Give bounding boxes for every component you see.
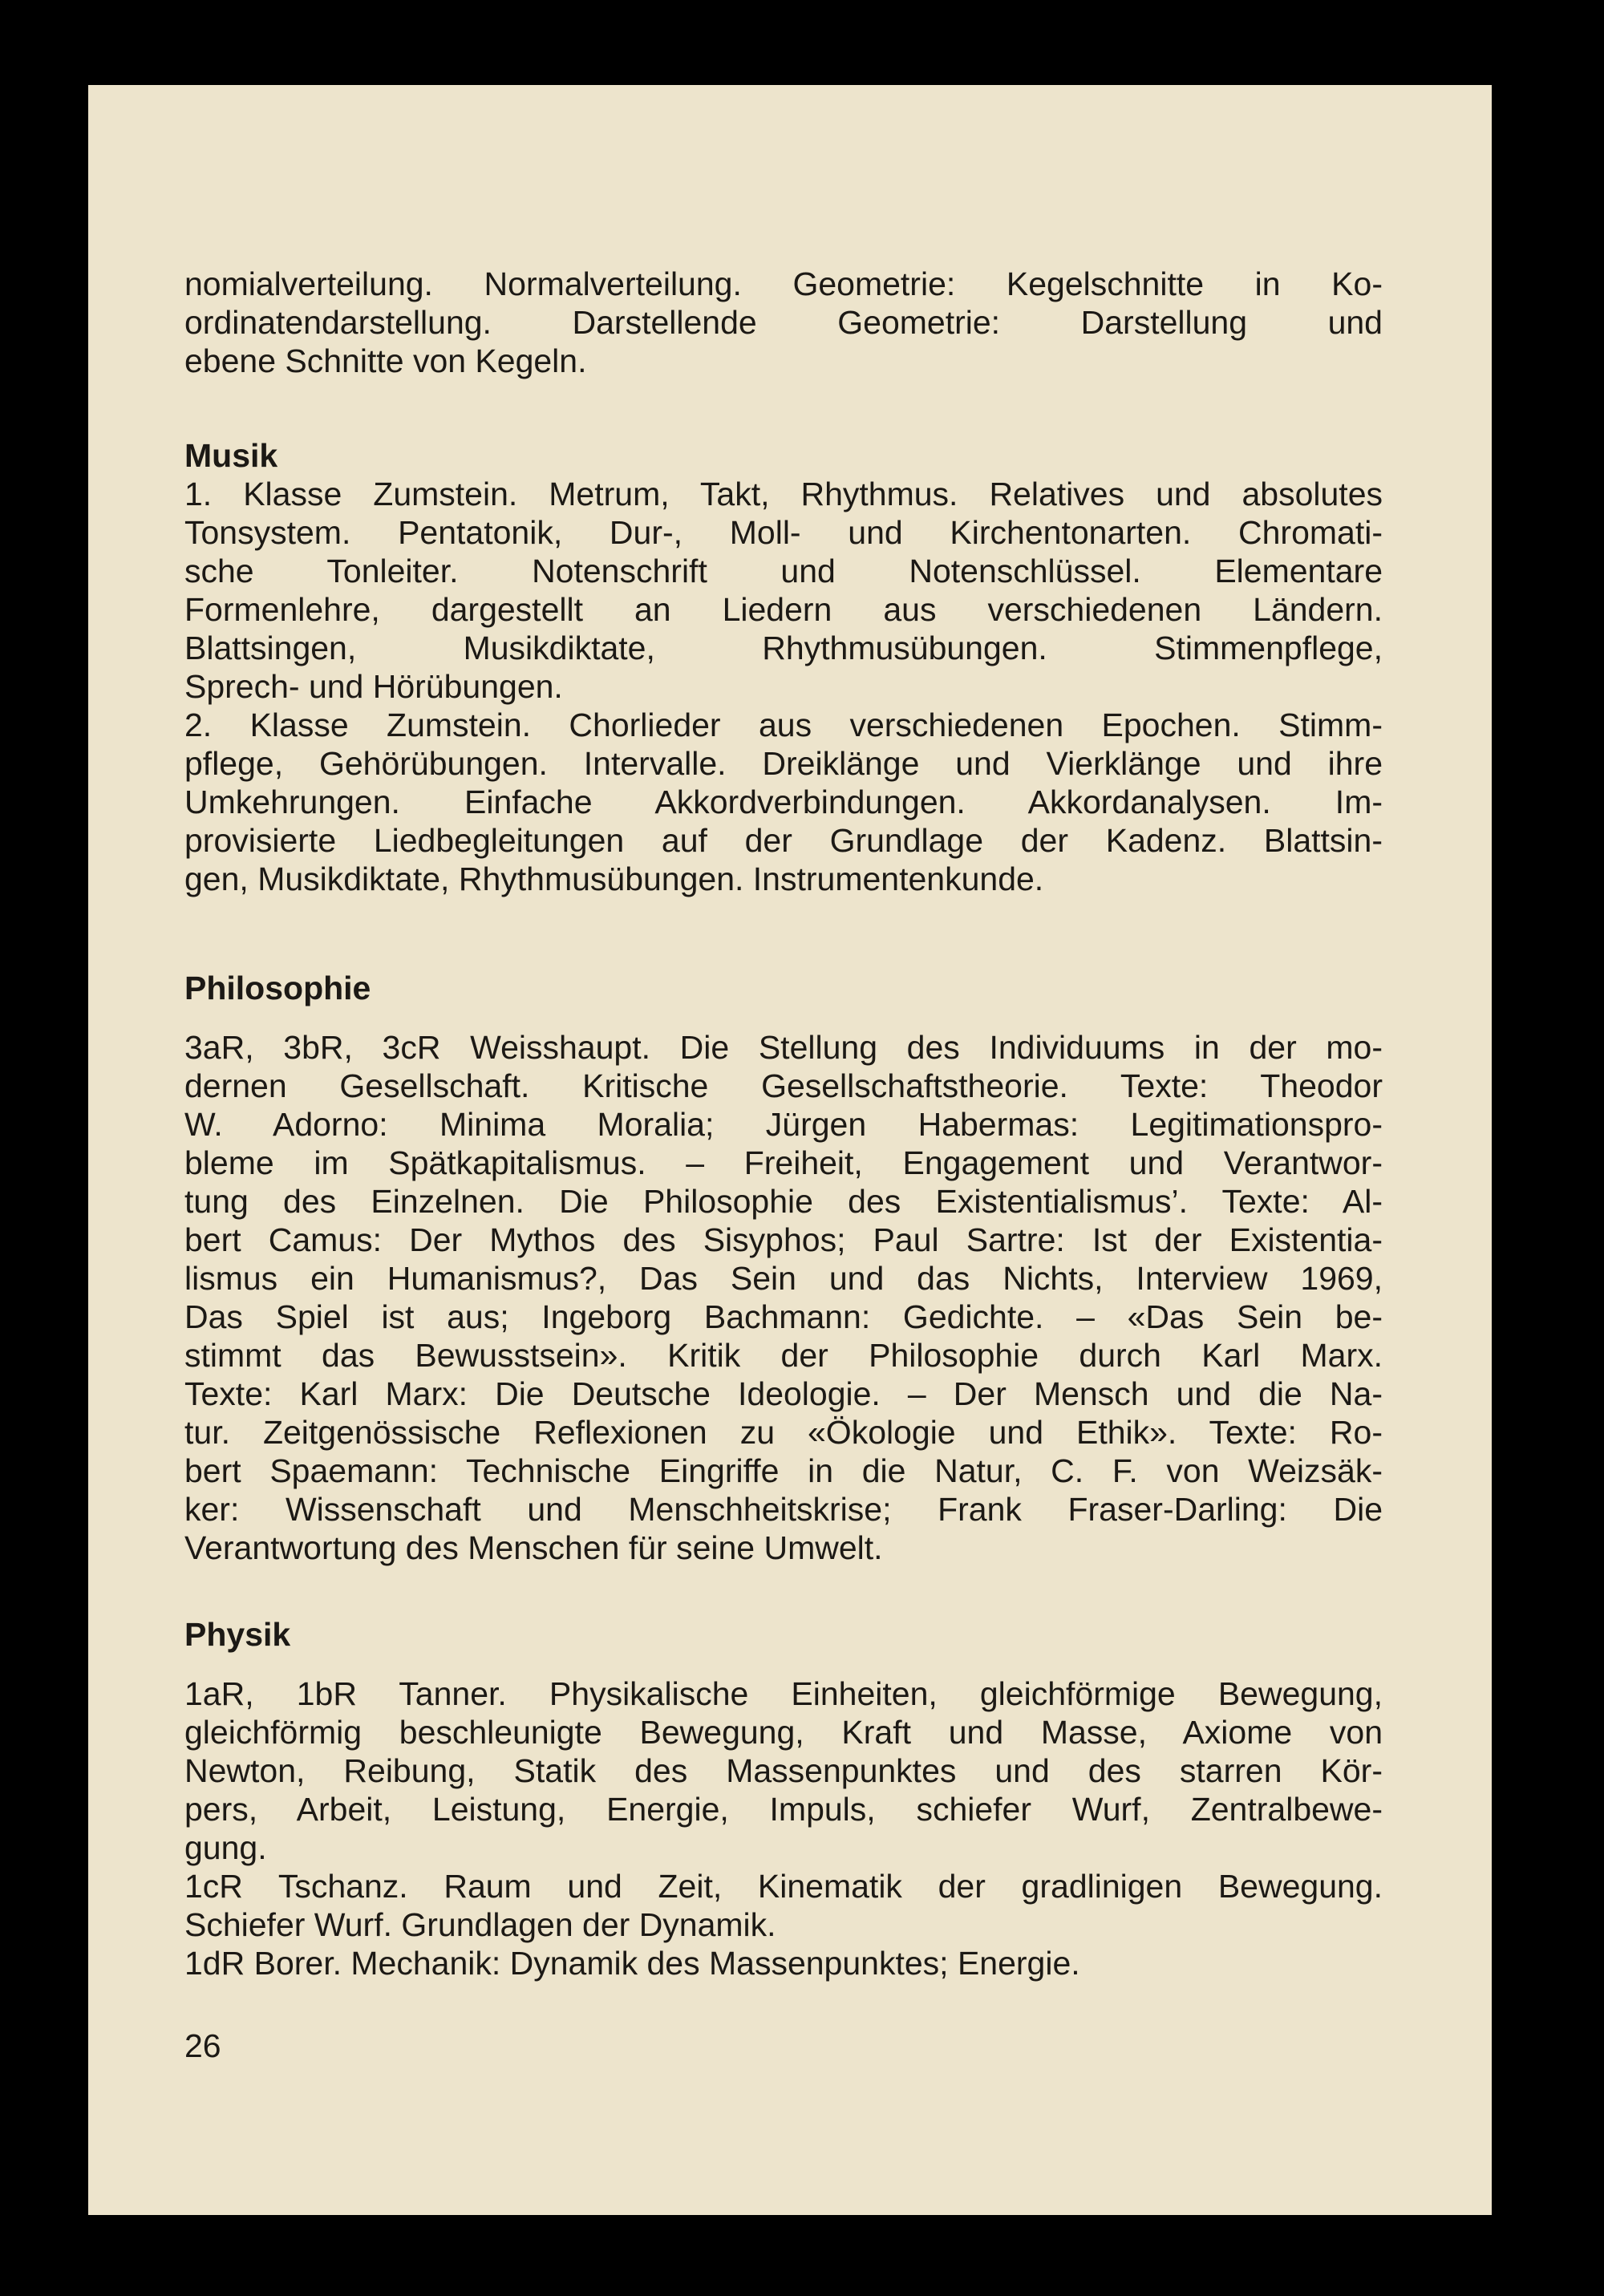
text-line: provisierte Liedbegleitungen auf der Grundlage der Kadenz. Blattsin-: [184, 822, 1383, 859]
text-line: pers, Arbeit, Leistung, Energie, Impuls, schiefer Wurf, Zentralbewe-: [184, 1791, 1383, 1828]
section-heading: Musik: [184, 437, 278, 474]
text-line: ker: Wissenschaft und Menschheitskrise; Frank Fraser-Darling: Die: [184, 1491, 1383, 1528]
text-line: pflege, Gehörübungen. Intervalle. Dreiklänge und Vierklänge und ihre: [184, 745, 1383, 782]
section-heading: Philosophie: [184, 970, 371, 1006]
text-line: 1aR, 1bR Tanner. Physikalische Einheiten, gleichförmige Bewegung,: [184, 1675, 1383, 1712]
text-line: Formenlehre, dargestellt an Liedern aus verschiedenen Ländern.: [184, 591, 1383, 628]
text-line: gung.: [184, 1829, 267, 1866]
intro-paragraph: [184, 265, 1383, 380]
section-physik: [184, 1615, 1383, 1982]
text-line: bert Camus: Der Mythos des Sisyphos; Paul Sartre: Ist der Existentia-: [184, 1221, 1383, 1258]
text-line: lismus ein Humanismus?, Das Sein und das Nichts, Interview 1969,: [184, 1260, 1383, 1297]
text-line: tung des Einzelnen. Die Philosophie des Existentialismus’. Texte: Al-: [184, 1183, 1383, 1220]
text-line: stimmt das Bewusstsein». Kritik der Philosophie durch Karl Marx.: [184, 1337, 1383, 1374]
section-musik: [184, 436, 1383, 898]
paragraph: [184, 706, 1383, 898]
text-line: bert Spaemann: Technische Eingriffe in die Natur, C. F. von Weizsäk-: [184, 1452, 1383, 1489]
paragraph: [184, 1867, 1383, 1944]
text-line: gleichförmig beschleunigte Bewegung, Kraft und Masse, Axiome von: [184, 1714, 1383, 1751]
paragraph: [184, 475, 1383, 706]
text-line: nomialverteilung. Normalverteilung. Geometrie: Kegelschnitte in Ko-: [184, 265, 1383, 302]
text-line: Schiefer Wurf. Grundlagen der Dynamik.: [184, 1906, 776, 1943]
text-line: ebene Schnitte von Kegeln.: [184, 342, 587, 379]
text-line: Das Spiel ist aus; Ingeborg Bachmann: Gedichte. – «Das Sein be-: [184, 1298, 1383, 1335]
text-line: 1. Klasse Zumstein. Metrum, Takt, Rhythmus. Relatives und absolutes: [184, 476, 1383, 512]
text-line: Blattsingen, Musikdiktate, Rhythmusübungen. Stimmenpflege,: [184, 630, 1383, 666]
text-line: 3aR, 3bR, 3cR Weisshaupt. Die Stellung des Individuums in der mo-: [184, 1029, 1383, 1066]
text-line: W. Adorno: Minima Moralia; Jürgen Habermas: Legitimationspro-: [184, 1106, 1383, 1143]
paragraph: [184, 1944, 1383, 1982]
text-line: Verantwortung des Menschen für seine Umwelt.: [184, 1529, 883, 1566]
paragraph: [184, 1674, 1383, 1867]
text-line: 1cR Tschanz. Raum und Zeit, Kinematik der gradlinigen Bewegung.: [184, 1868, 1383, 1905]
text-line: 1dR Borer. Mechanik: Dynamik des Massenpunktes; Energie.: [184, 1945, 1080, 1982]
text-line: 2. Klasse Zumstein. Chorlieder aus verschiedenen Epochen. Stimm-: [184, 707, 1383, 743]
text-line: sche Tonleiter. Notenschrift und Notenschlüssel. Elementare: [184, 553, 1383, 589]
text-line: Sprech- und Hörübungen.: [184, 668, 563, 705]
text-line: Tonsystem. Pentatonik, Dur-, Moll- und Kirchentonarten. Chromati-: [184, 514, 1383, 551]
text-line: dernen Gesellschaft. Kritische Gesellschaftstheorie. Texte: Theodor: [184, 1067, 1383, 1104]
text-line: Texte: Karl Marx: Die Deutsche Ideologie. – Der Mensch und die Na-: [184, 1375, 1383, 1412]
text-line: Newton, Reibung, Statik des Massenpunktes und des starren Kör-: [184, 1752, 1383, 1789]
text-line: ordinatendarstellung. Darstellende Geometrie: Darstellung und: [184, 304, 1383, 341]
text-line: Umkehrungen. Einfache Akkordverbindungen. Akkordanalysen. Im-: [184, 784, 1383, 820]
book-page: [88, 85, 1492, 2215]
text-line: tur. Zeitgenössische Reflexionen zu «Ökologie und Ethik». Texte: Ro-: [184, 1414, 1383, 1451]
section-philosophie: [184, 969, 1383, 1567]
paragraph: [184, 1028, 1383, 1567]
page-number: 26: [184, 2027, 221, 2064]
text-line: gen, Musikdiktate, Rhythmusübungen. Instrumentenkunde.: [184, 860, 1044, 897]
section-heading: Physik: [184, 1616, 291, 1653]
text-line: bleme im Spätkapitalismus. – Freiheit, Engagement und Verantwor-: [184, 1144, 1383, 1181]
